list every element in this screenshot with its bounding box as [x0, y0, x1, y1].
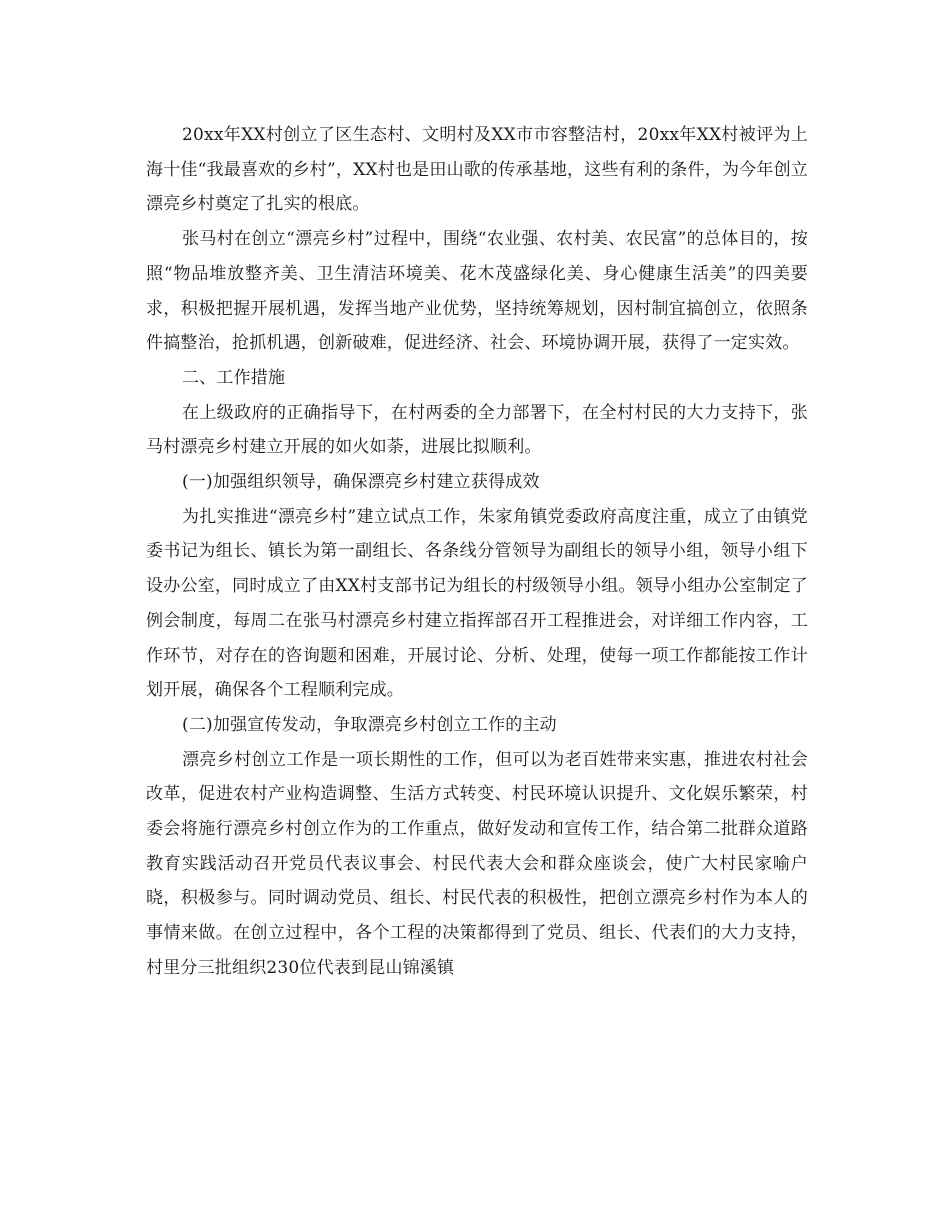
paragraph-progress: 在上级政府的正确指导下，在村两委的全力部署下，在全村村民的大力支持下，张马村漂亮乡村建立开展的如火如荼，进展比拟顺利。	[146, 402, 808, 458]
paragraph-zhangma-overview: 张马村在创立“漂亮乡村”过程中，围绕“农业强、农村美、农民富”的总体目的，按照“物品堆放整齐美、卫生清洁环境美、花木茂盛绿化美、身心健康生活美”的四美要求，积极把握开展机遇，发挥当地产业优势，坚持统筹规划，因村制宜搞创立，依照条件搞整治，抢抓机遇，创新破难，促进经济、社会、环境协调开展，获得了一定实效。	[146, 229, 808, 354]
subheading-publicity: (二)加强宣传发动，争取漂亮乡村创立工作的主动	[182, 714, 557, 735]
section-heading-measures: 二、工作措施	[182, 367, 286, 388]
subheading-organization: (一)加强组织领导，确保漂亮乡村建立获得成效	[182, 472, 540, 493]
paragraph-publicity-work: 漂亮乡村创立工作是一项长期性的工作，但可以为老百姓带来实惠，推进农村社会改革，促进农村产业构造调整、生活方式转变、村民环境认识提升、文化娱乐繁荣，村委会将施行漂亮乡村创立作为的工作重点，做好发动和宣传工作，结合第二批群众道路教育实践活动召开党员代表议事会、村民代表大会和群众座谈会，使广大村民家喻户晓，积极参与。同时调动党员、组长、村民代表的积极性，把创立漂亮乡村作为本人的事情来做。在创立过程中，各个工程的决策都得到了党员、组长、代表们的大力支持，村里分三批组织230位代表到昆山锦溪镇	[146, 749, 808, 978]
document-body	[146, 118, 808, 986]
paragraph-leadership-group: 为扎实推进“漂亮乡村”建立试点工作，朱家角镇党委政府高度注重，成立了由镇党委书记为组长、镇长为第一副组长、各条线分管领导为副组长的领导小组，领导小组下设办公室，同时成立了由XX村支部书记为组长的村级领导小组。领导小组办公室制定了例会制度，每周二在张马村漂亮乡村建立指挥部召开工程推进会，对详细工作内容，工作环节，对存在的咨询题和困难，开展讨论、分析、处理，使每一项工作都能按工作计划开展，确保各个工程顺利完成。	[146, 506, 808, 701]
paragraph-village-honors: 20xx年XX村创立了区生态村、文明村及XX市市容整洁村，20xx年XX村被评为上海十佳“我最喜欢的乡村”，XX村也是田山歌的传承基地，这些有利的条件，为今年创立漂亮乡村奠定了扎实的根底。	[146, 125, 808, 215]
